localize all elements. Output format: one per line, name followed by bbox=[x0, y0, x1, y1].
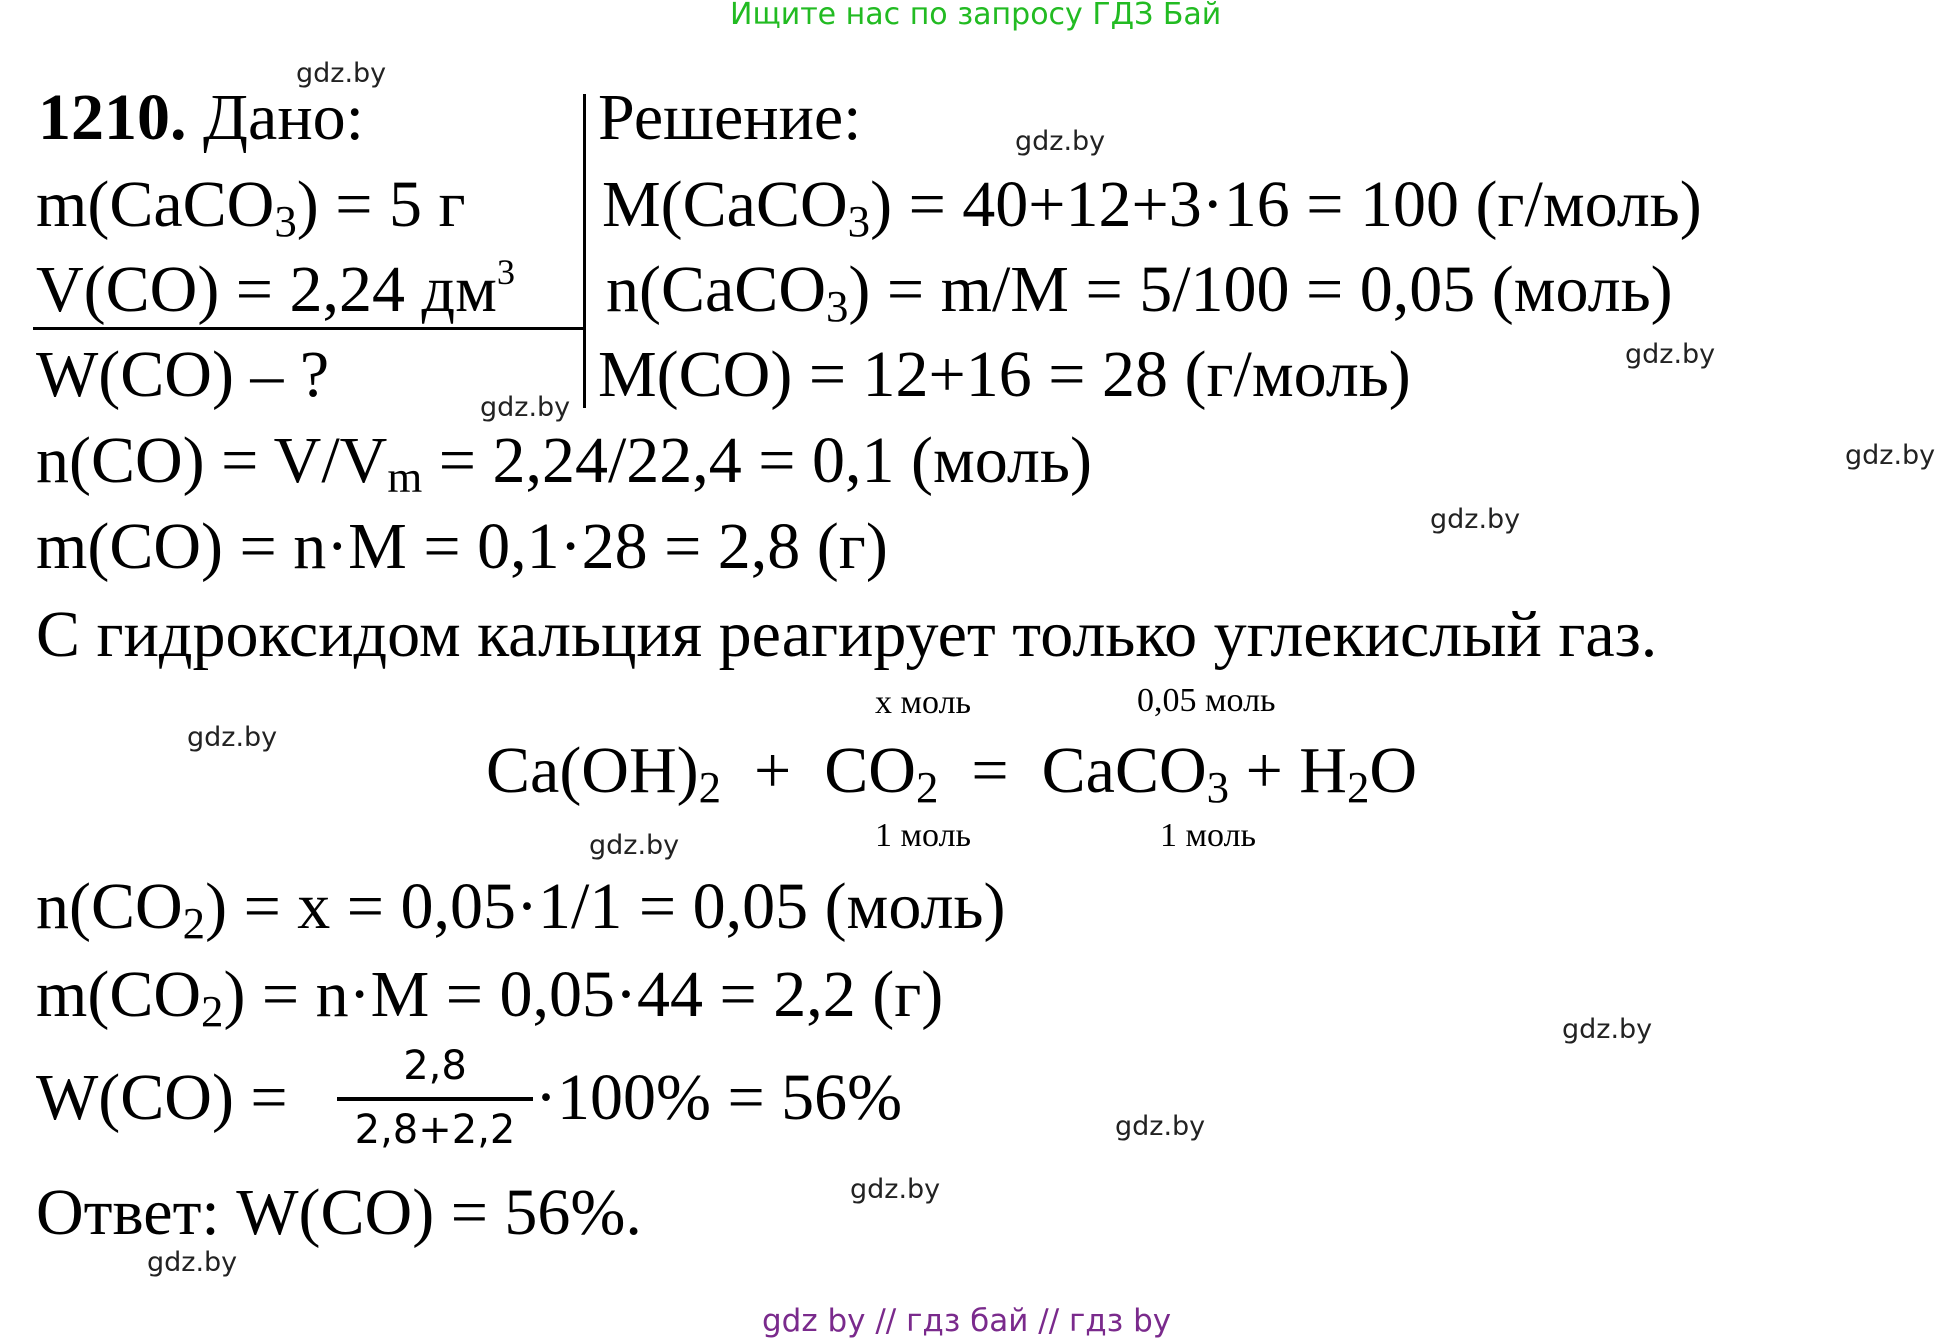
watermark: gdz.by bbox=[480, 392, 571, 423]
watermark: gdz.by bbox=[850, 1174, 941, 1205]
statement-text: С гидроксидом кальция реагирует только углекислый газ. bbox=[36, 598, 1658, 671]
answer-text: Ответ: W(CO) = 56%. bbox=[36, 1176, 642, 1249]
watermark: gdz.by bbox=[147, 1247, 238, 1278]
solution-line-5: m(CO) = n·M = 0,1·28 = 2,8 (г) bbox=[36, 510, 888, 583]
label-below-co2: 1 моль bbox=[875, 817, 972, 854]
given-label: Дано: bbox=[203, 81, 364, 154]
fraction-numerator: 2,8 bbox=[403, 1043, 467, 1089]
watermark: gdz.by bbox=[1562, 1014, 1653, 1045]
fraction-bar bbox=[337, 1097, 533, 1101]
watermark: gdz.by bbox=[1625, 339, 1716, 370]
fraction-lhs: W(CO) = bbox=[36, 1061, 288, 1134]
watermark: gdz.by bbox=[1115, 1111, 1206, 1142]
solution-line-4: $n(CO) = V/V_m = 2,24/22,4 = 0,1$ (моль) bbox=[36, 424, 1092, 502]
watermark: gdz.by bbox=[589, 830, 680, 861]
watermark: gdz.by bbox=[296, 58, 387, 89]
solution-line-1: M(CaCO$_3$) = 40+12+3·16 = 100 (г/моль) bbox=[602, 168, 1702, 246]
problem-number: 1210. bbox=[38, 81, 187, 154]
result-n-co2: $n(CO_2) = x = 0,05\cdot 1/1 = 0,05$ (моль) bbox=[36, 870, 1006, 948]
solution-line-3: M(CO) = 12+16 = 28 (г/моль) bbox=[598, 338, 1411, 411]
fraction bbox=[337, 1043, 533, 1153]
given-divider-horizontal bbox=[33, 327, 585, 330]
site-footer: gdz by // гдз бай // гдз by bbox=[762, 1303, 1172, 1339]
given-mass: m(CaCO$_3$) = 5 г bbox=[36, 168, 466, 246]
watermark: gdz.by bbox=[1430, 504, 1521, 535]
watermark: gdz.by bbox=[1845, 440, 1936, 471]
site-header: Ищите нас по запросу ГДЗ Бай bbox=[730, 0, 1222, 32]
find-fraction: W(CO) – ? bbox=[36, 338, 330, 411]
solution-label: Решение: bbox=[598, 81, 862, 154]
watermark: gdz.by bbox=[1015, 126, 1106, 157]
reaction-equation: $Ca(OH)_2 + CO_2$ = CaCO$_3$ + $H_2O$ bbox=[486, 734, 1418, 812]
solution-line-2: n(CaCO$_3$) = m/M = 5/100 = 0,05 (моль) bbox=[606, 253, 1673, 331]
watermark: gdz.by bbox=[187, 722, 278, 753]
label-above-co2: x моль bbox=[875, 684, 972, 721]
given-divider-vertical bbox=[583, 94, 586, 408]
label-below-caco3: 1 моль bbox=[1160, 817, 1257, 854]
label-above-caco3: 0,05 моль bbox=[1137, 682, 1276, 719]
fraction-rhs: ·100% = 56% bbox=[535, 1061, 903, 1134]
given-volume: V(CO) = 2,24 $дм^3$ bbox=[36, 251, 516, 326]
problem-title bbox=[38, 81, 364, 154]
fraction-denominator: 2,8+2,2 bbox=[354, 1107, 516, 1153]
result-m-co2: $m(CO_2) = n\cdot M = 0,05\cdot 44 = 2,2$ (г) bbox=[36, 958, 944, 1036]
